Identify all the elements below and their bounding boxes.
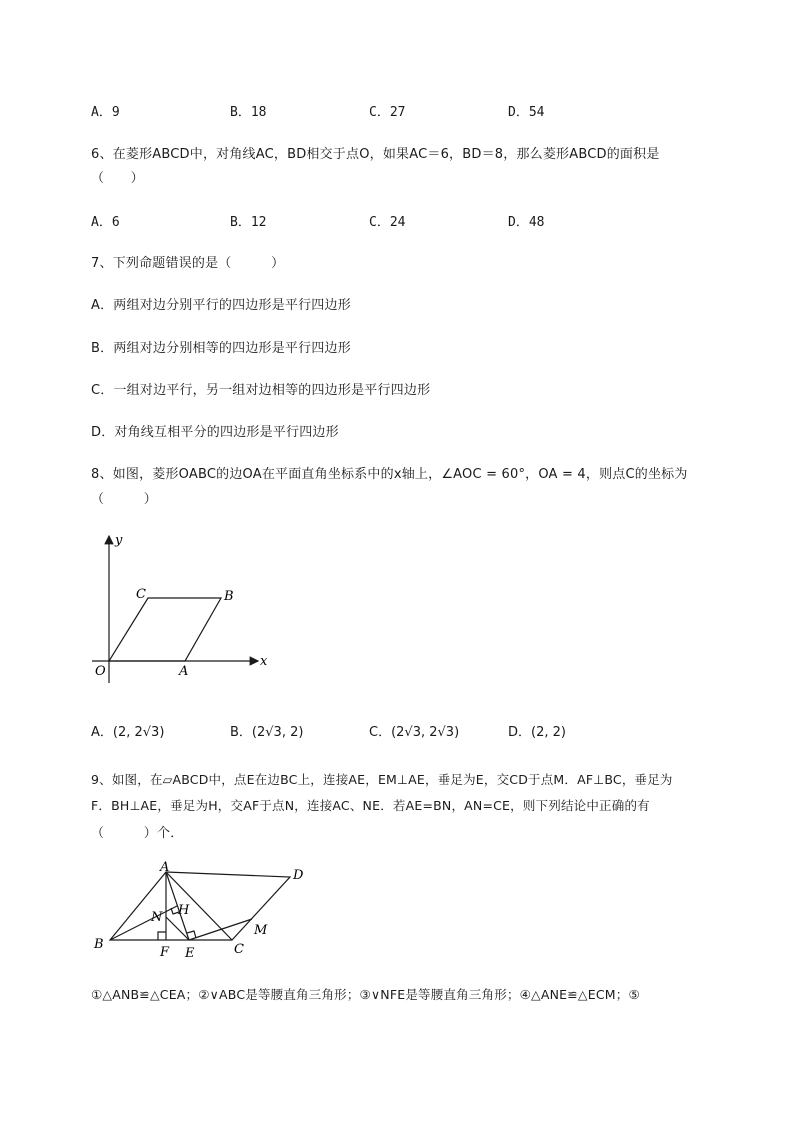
- q9-stem-line1: 9、如图，在▱ABCD中，点E在边BC上，连接AE，EM⊥AE，垂足为E，交CD于点M．AF⊥BC，垂足为: [91, 772, 673, 787]
- q8-blank: （ ）: [91, 492, 158, 507]
- label-c: C: [234, 942, 244, 957]
- label-f: F: [160, 945, 170, 960]
- right-angle-f: [158, 932, 166, 940]
- label-a: A: [179, 664, 189, 679]
- label-c: C: [136, 587, 146, 602]
- q5-option-b: B．18: [230, 105, 267, 120]
- label-x: x: [260, 654, 268, 669]
- q6-option-a: A．6: [91, 215, 120, 230]
- q8-option-a: A．(2, 2√3): [91, 725, 165, 740]
- segment-em: [189, 919, 252, 940]
- q9-blank: （ ）个．: [91, 826, 184, 841]
- q9-stem-line2: F．BH⊥AE，垂足为H，交AF于点N，连接AC、NE．若AE=BN，AN=CE，则下列结论中正确的有: [91, 798, 650, 813]
- segment-bh: [110, 906, 177, 940]
- q5-option-c: C．27: [369, 105, 406, 120]
- q7-option-a: A．两组对边分别平行的四边形是平行四边形: [91, 298, 351, 313]
- rhombus-oabc: [109, 598, 221, 661]
- label-d: D: [293, 868, 304, 883]
- q6-stem: 6、在菱形ABCD中，对角线AC，BD相交于点O，如果AC＝6，BD＝8，那么菱形ABCD的面积是: [91, 147, 660, 162]
- q8-option-b: B．(2√3, 2): [230, 725, 304, 740]
- label-m: M: [254, 923, 268, 938]
- q9-conclusions: ①△ANB≌△CEA；②∨ABC是等腰直角三角形；③∨NFE是等腰直角三角形；④△ANE≌△ECM；⑤: [91, 987, 640, 1002]
- q8-option-c: C．(2√3, 2√3): [369, 725, 460, 740]
- q9-parallelogram-figure: [90, 860, 320, 960]
- label-b: B: [224, 589, 234, 604]
- label-o: O: [95, 664, 106, 679]
- q5-option-d: D．54: [508, 105, 545, 120]
- label-a: A: [160, 860, 170, 875]
- label-h: H: [178, 903, 190, 918]
- label-n: N: [151, 910, 163, 925]
- label-b: B: [94, 937, 104, 952]
- q7-stem: 7、下列命题错误的是（ ）: [91, 256, 285, 271]
- q8-stem: 8、如图，菱形OABC的边OA在平面直角坐标系中的x轴上，∠AOC = 60°，OA = 4，则点C的坐标为: [91, 467, 688, 482]
- q6-option-d: D．48: [508, 215, 545, 230]
- q6-option-b: B．12: [230, 215, 267, 230]
- q7-option-b: B．两组对边分别相等的四边形是平行四边形: [91, 341, 351, 356]
- q5-option-a: A．9: [91, 105, 120, 120]
- label-e: E: [185, 946, 195, 960]
- label-y: y: [115, 533, 123, 548]
- q8-rhombus-figure: [88, 528, 278, 688]
- q6-blank: （ ）: [91, 171, 144, 186]
- q6-option-c: C．24: [369, 215, 406, 230]
- q7-option-d: D．对角线互相平分的四边形是平行四边形: [91, 425, 339, 440]
- q8-option-d: D．(2, 2): [508, 725, 566, 740]
- q7-option-c: C．一组对边平行，另一组对边相等的四边形是平行四边形: [91, 383, 431, 398]
